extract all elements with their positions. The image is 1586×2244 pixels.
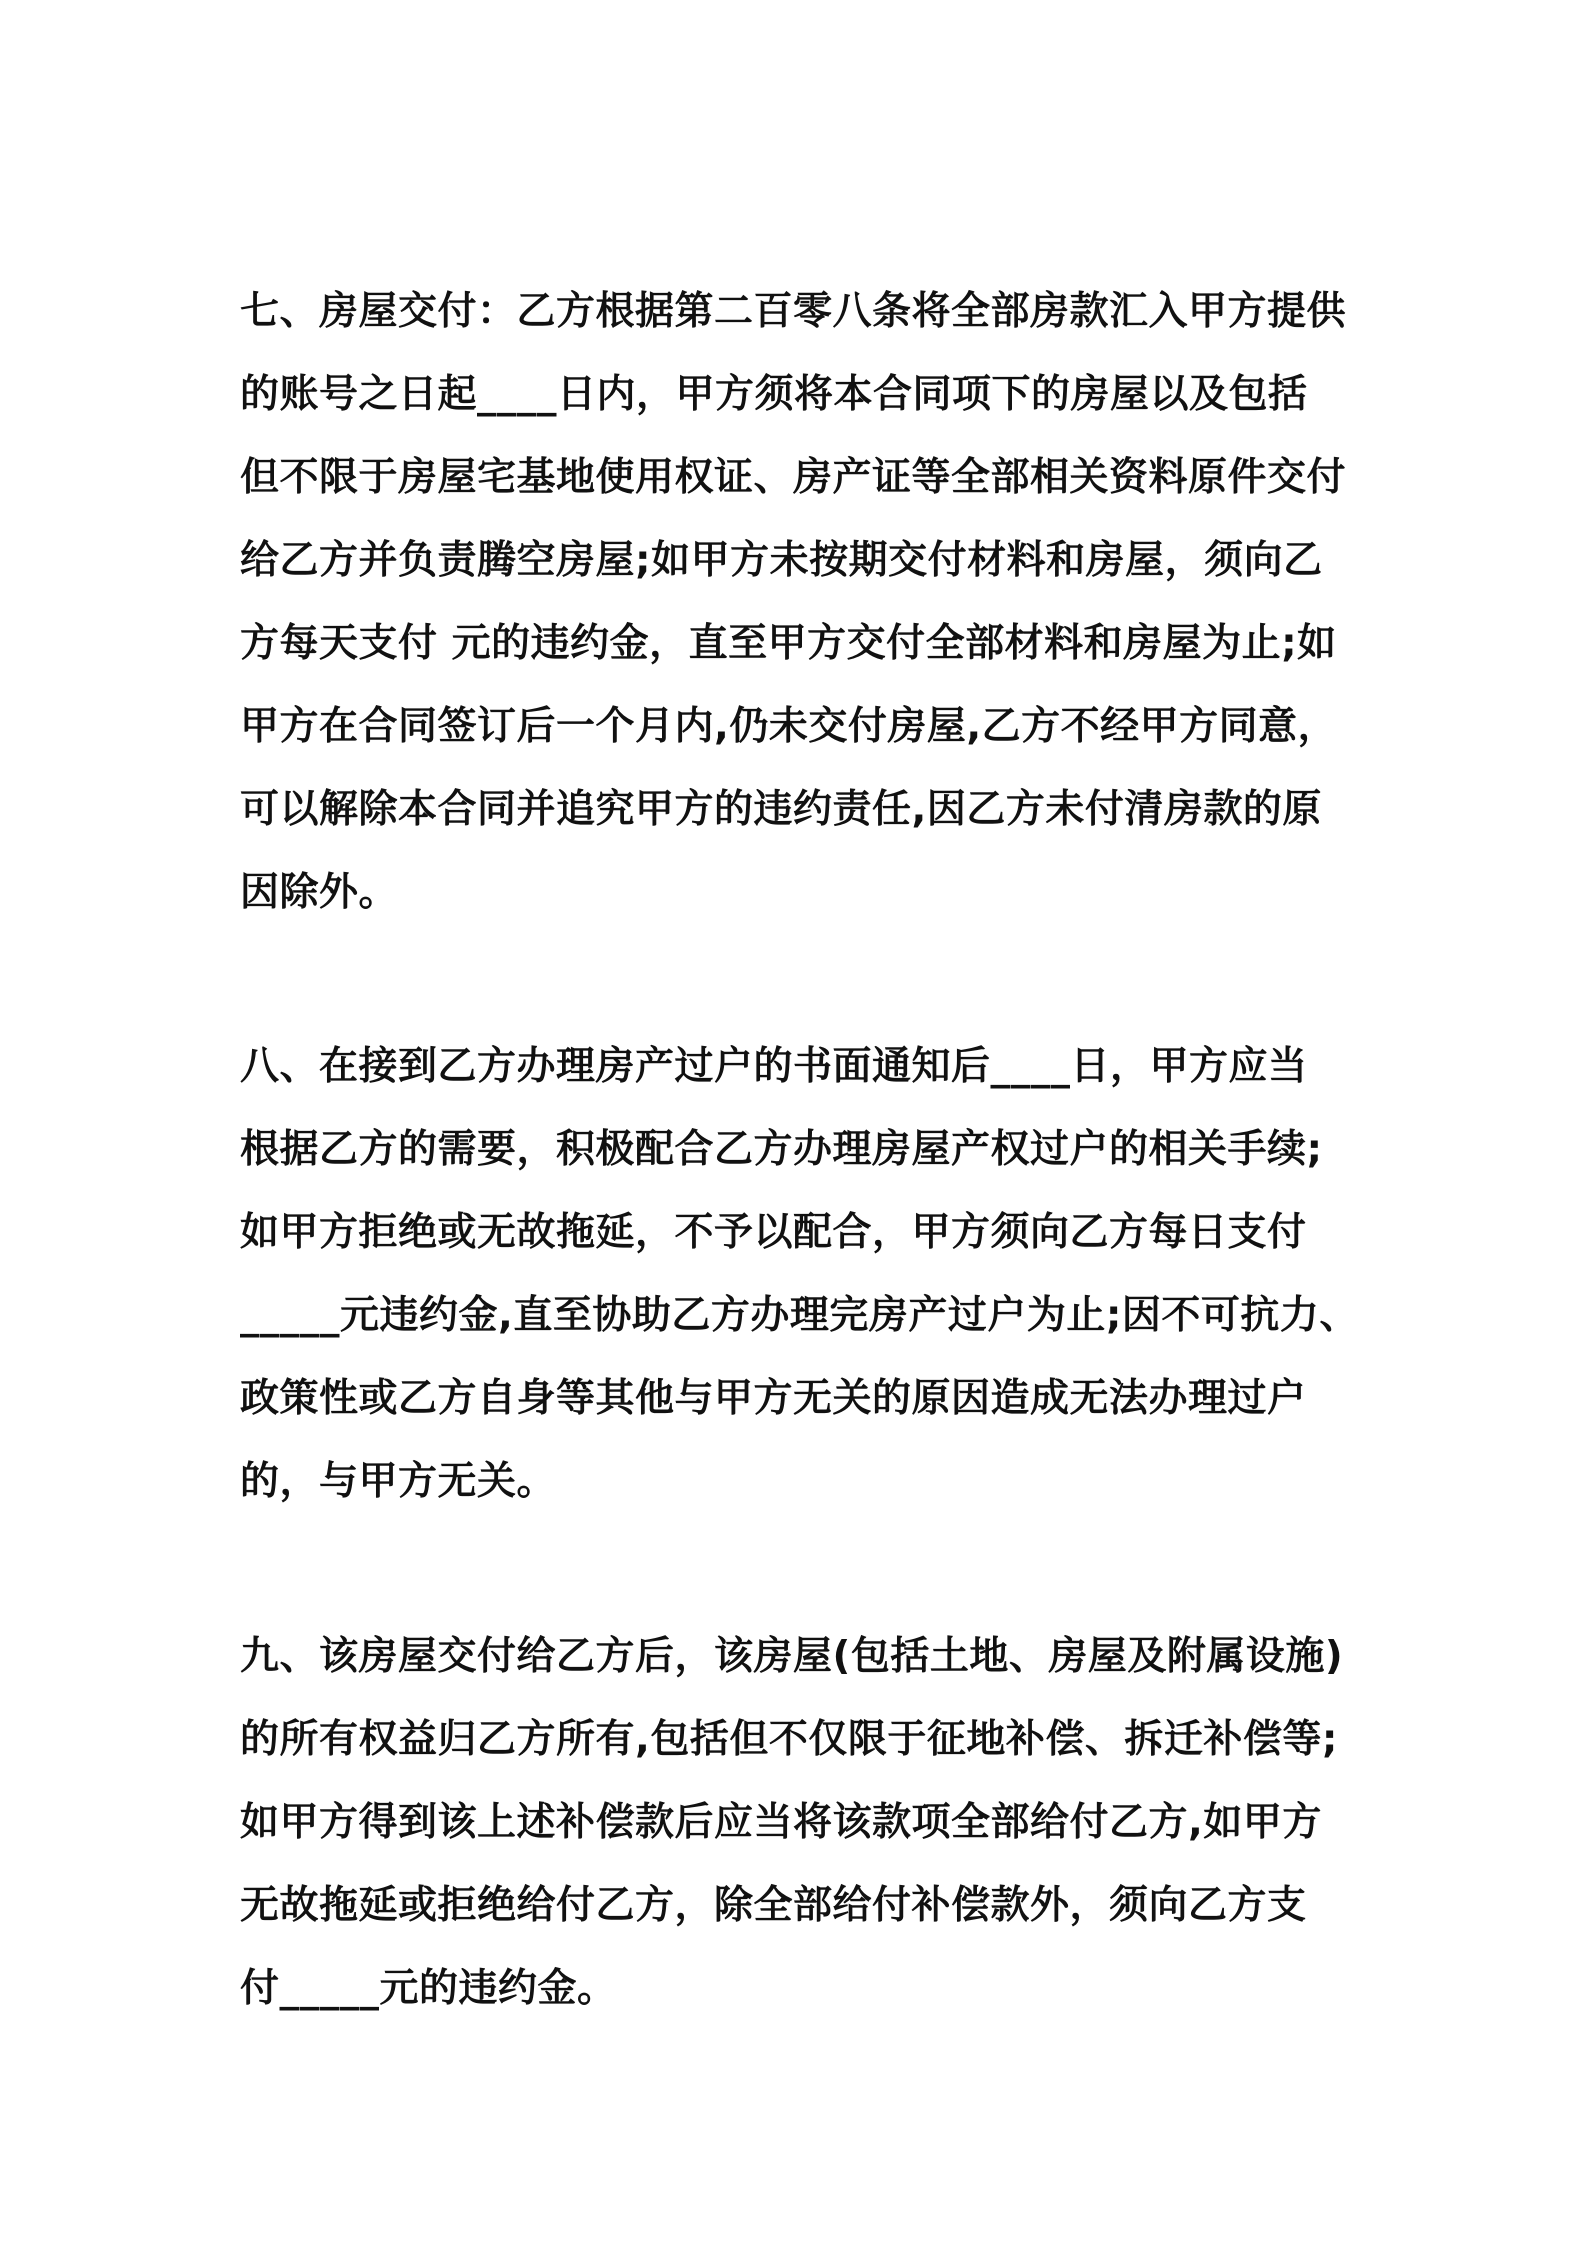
clause-9-rights: [240, 1615, 1380, 2030]
clause-8-line: 的，与甲方无关。: [240, 1459, 557, 1504]
clause-7-line: 但不限于房屋宅基地使用权证、房产证等全部相关资料原件交付: [240, 455, 1347, 500]
clause-9-line: 无故拖延或拒绝给付乙方，除全部给付补偿款外，须向乙方支: [240, 1883, 1307, 1928]
clause-7-line: 的账号之日起____日内，甲方须将本合同项下的房屋以及包括: [240, 372, 1308, 417]
clause-7-line: 因除外。: [240, 870, 399, 915]
clause-8-line: 如甲方拒绝或无故拖延，不予以配合，甲方须向乙方每日支付: [240, 1210, 1307, 1255]
clause-7-delivery: [240, 270, 1380, 934]
clause-8-transfer: [240, 1025, 1380, 1523]
clause-9-line: 的所有权益归乙方所有,包括但不仅限于征地补偿、拆迁补偿等;: [240, 1717, 1338, 1762]
clause-8-line: 八、在接到乙方办理房产过户的书面通知后____日，甲方应当: [240, 1044, 1308, 1089]
clause-8-line: 根据乙方的需要，积极配合乙方办理房屋产权过户的相关手续;: [240, 1127, 1323, 1172]
clause-9-line: 付_____元的违约金。: [240, 1966, 617, 2011]
clause-7-line: 甲方在合同签订后一个月内,仍未交付房屋,乙方不经甲方同意，: [240, 704, 1338, 749]
clause-7-line: 方每天支付 元的违约金，直至甲方交付全部材料和房屋为止;如: [240, 621, 1337, 666]
clause-7-line: 给乙方并负责腾空房屋;如甲方未按期交付材料和房屋，须向乙: [240, 538, 1323, 583]
clause-8-line: _____元违约金,直至协助乙方办理完房产过户为止;因不可抗力、: [240, 1293, 1359, 1338]
clause-9-line: 九、该房屋交付给乙方后，该房屋(包括土地、房屋及附属设施): [240, 1634, 1344, 1679]
clause-7-line: 七、房屋交付：乙方根据第二百零八条将全部房款汇入甲方提供: [240, 289, 1347, 334]
clause-8-line: 政策性或乙方自身等其他与甲方无关的原因造成无法办理过户: [240, 1376, 1307, 1421]
clause-7-line: 可以解除本合同并追究甲方的违约责任,因乙方未付清房款的原: [240, 787, 1322, 832]
clause-9-line: 如甲方得到该上述补偿款后应当将该款项全部给付乙方,如甲方: [240, 1800, 1322, 1845]
